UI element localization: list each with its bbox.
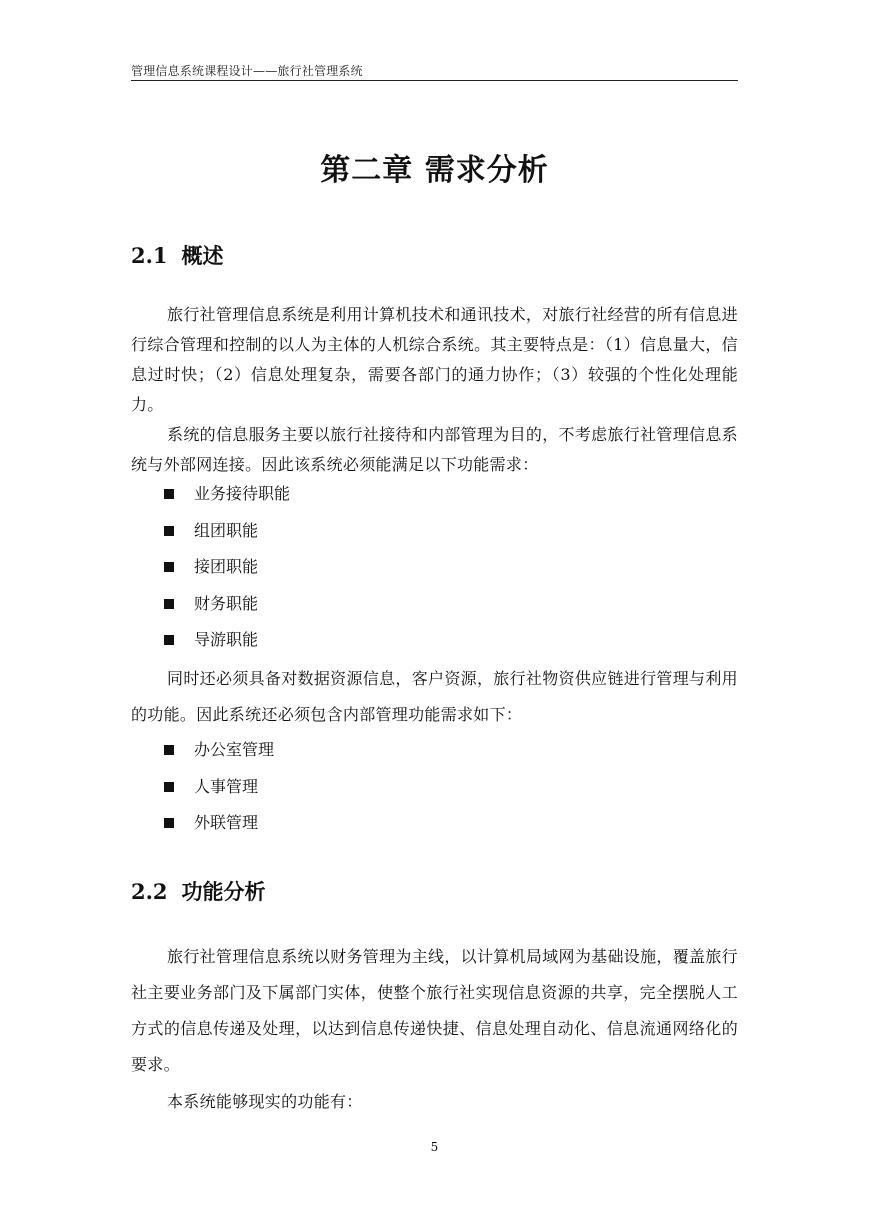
list-item: 人事管理	[164, 772, 274, 809]
section-heading-2-2	[131, 876, 266, 906]
paragraph-overview-2: 系统的信息服务主要以旅行社接待和内部管理为目的，不考虑旅行社管理信息系统与外部网连接。因此该系统必须能满足以下功能需求：	[131, 425, 738, 474]
header-divider	[131, 80, 738, 81]
section-number: 2.1	[131, 243, 168, 268]
list-item: 导游职能	[164, 625, 290, 662]
function-list	[164, 479, 290, 662]
page-number: 5	[430, 1140, 439, 1154]
section-number: 2.2	[131, 879, 168, 904]
square-bullet-icon	[164, 489, 174, 499]
running-header: 管理信息系统课程设计——旅行社管理系统	[131, 64, 363, 78]
list-item: 外联管理	[164, 808, 274, 845]
paragraph-function-2: 本系统能够现实的功能有：	[167, 1092, 363, 1111]
square-bullet-icon	[164, 745, 174, 755]
section-heading-2-1	[131, 240, 224, 270]
list-item: 财务职能	[164, 589, 290, 626]
paragraph-overview-1: 旅行社管理信息系统是利用计算机技术和通讯技术，对旅行社经营的所有信息进行综合管理和控制的以人为主体的人机综合系统。其主要特点是：（1）信息量大，信息过时快；（2）信息处理复杂，需要各部门的通力协作；（3）较强的个性化处理能力。	[131, 305, 738, 414]
section-title: 概述	[181, 243, 224, 268]
internal-function-list	[164, 735, 274, 845]
square-bullet-icon	[164, 526, 174, 536]
square-bullet-icon	[164, 818, 174, 828]
list-item: 接团职能	[164, 552, 290, 589]
list-item: 业务接待职能	[164, 479, 290, 516]
section-title: 功能分析	[181, 879, 266, 904]
paragraph-overview-3: 同时还必须具备对数据资源信息，客户资源，旅行社物资供应链进行管理与利用的功能。因此系统还必须包含内部管理功能需求如下：	[131, 669, 738, 724]
square-bullet-icon	[164, 782, 174, 792]
square-bullet-icon	[164, 599, 174, 609]
square-bullet-icon	[164, 635, 174, 645]
paragraph-function-1: 旅行社管理信息系统以财务管理为主线，以计算机局域网为基础设施，覆盖旅行社主要业务部门及下属部门实体，使整个旅行社实现信息资源的共享，完全摆脱人工方式的信息传递及处理，以达到信息传递快捷、信息处理自动化、信息流通网络化的要求。	[131, 947, 738, 1074]
chapter-title: 第二章 需求分析	[320, 153, 549, 188]
square-bullet-icon	[164, 562, 174, 572]
list-item: 办公室管理	[164, 735, 274, 772]
list-item: 组团职能	[164, 516, 290, 553]
